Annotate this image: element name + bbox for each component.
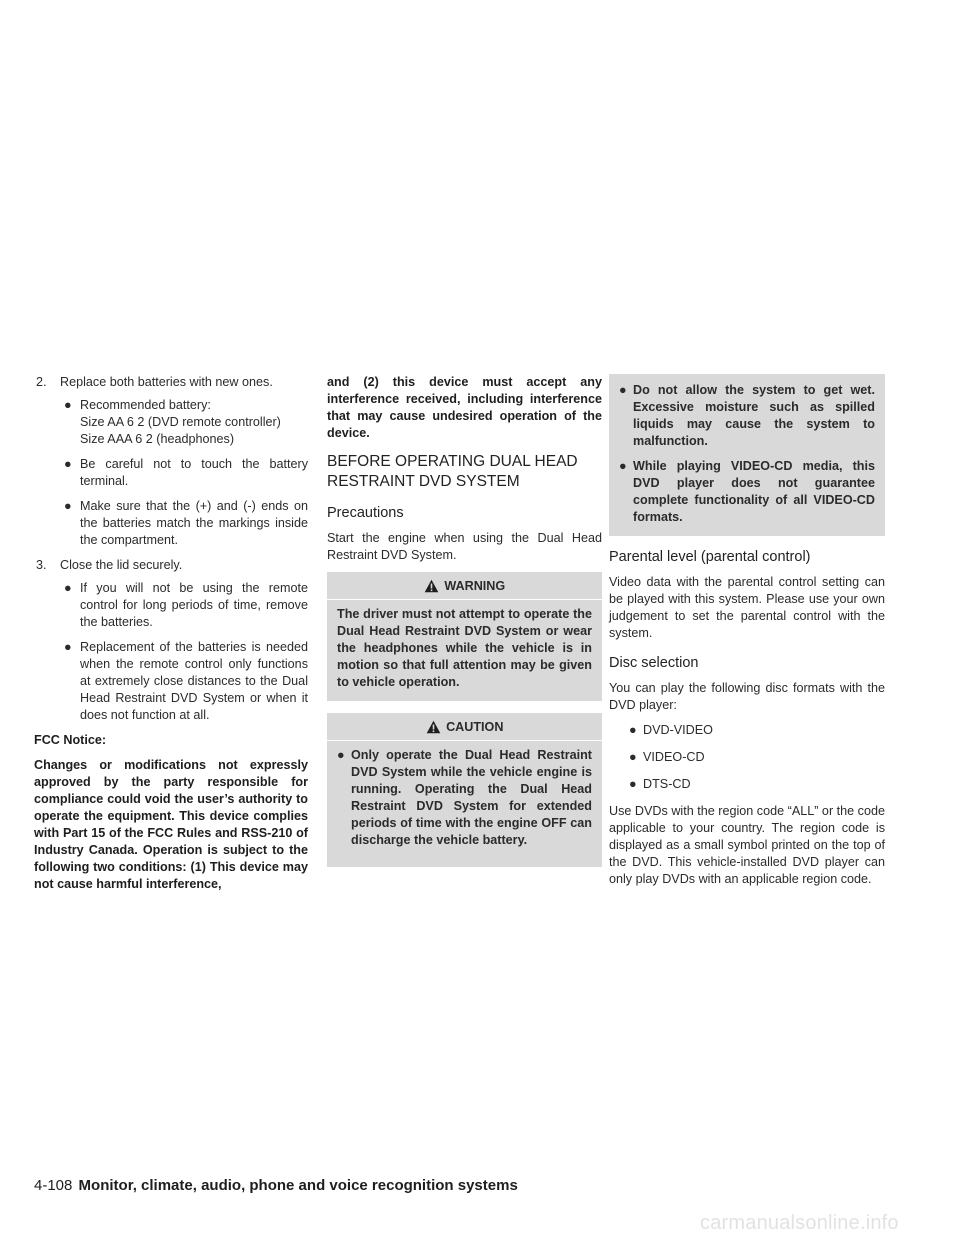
bullet-icon: ● (629, 723, 637, 737)
caution-icon (426, 720, 441, 734)
caution-title: CAUTION (446, 720, 504, 734)
format-item: VIDEO-CD (643, 750, 705, 764)
disc-text: Use DVDs with the region code “ALL” or the code applicable to your country. The region code is displayed as a small symbol printed on the top of the DVD. This vehicle-installed DVD player can only play DVDs with an applicable region code. (609, 804, 885, 886)
warning-header (327, 572, 602, 600)
list-item (64, 580, 308, 631)
column-left (34, 374, 308, 901)
bullet-icon: ● (629, 777, 637, 791)
caution-box (327, 713, 602, 867)
continued-caution-box (609, 374, 885, 536)
step-2 (34, 374, 308, 391)
warning-title: WARNING (444, 579, 506, 593)
warning-box (327, 572, 602, 701)
column-right (609, 374, 885, 896)
bullet-icon: ● (619, 459, 627, 473)
intro-text: Start the engine when using the Dual Head Restraint DVD System. (327, 531, 602, 562)
format-item: DVD-VIDEO (643, 723, 713, 737)
list-item (64, 498, 308, 549)
watermark: carmanualsonline.info (700, 1212, 899, 1234)
bullet-icon: ● (64, 457, 72, 471)
bullet-icon: ● (629, 750, 637, 764)
bullet-text: Replacement of the batteries is needed when the remote control only functions at extremely close distances to the Dual Head Restraint DVD System or when it does not function at all. (80, 640, 308, 722)
caution-header (327, 713, 602, 741)
subheading-parental: Parental level (parental control) (609, 549, 811, 565)
bullet-icon: ● (64, 398, 72, 412)
list-item (64, 456, 308, 490)
bullet-text: Be careful not to touch the battery terminal. (80, 457, 308, 488)
step-number: 3. (36, 558, 47, 572)
bullet-text: If you will not be using the remote control for long periods of time, remove the batteries. (80, 581, 308, 629)
list-item (629, 776, 885, 793)
fcc-text: Changes or modifications not expressly approved by the party responsible for compliance could void the user’s authority to operate the equipment. This device complies with Part 15 of the FCC Rules and RSS-210 of Industry Canada. Operation is subject to the following two conditions: (1) This device may not cause harmful interference, (34, 758, 308, 891)
subheading-disc: Disc selection (609, 655, 699, 671)
bullet-text: Make sure that the (+) and (-) ends on the batteries match the markings inside the compartment. (80, 499, 308, 547)
bullet-icon: ● (64, 499, 72, 513)
bullet-icon: ● (64, 640, 72, 654)
bullet-text: Do not allow the system to get wet. Excessive moisture such as spilled liquids may cause the system to malfunction. (633, 383, 875, 448)
bullet-line: Recommended battery: (80, 398, 211, 412)
list-item (64, 397, 308, 448)
list-item (337, 747, 592, 849)
column-middle (327, 374, 602, 879)
list-item (619, 382, 875, 450)
section-heading: BEFORE OPERATING DUAL HEAD RESTRAINT DVD SYSTEM (327, 453, 578, 490)
step-number: 2. (36, 375, 47, 389)
bullet-text: While playing VIDEO-CD media, this DVD player does not guarantee complete functionality of all VIDEO-CD formats. (633, 459, 875, 524)
bullet-icon: ● (337, 748, 345, 762)
caution-text: Only operate the Dual Head Restraint DVD System while the vehicle engine is running. Operating the Dual Head Restraint DVD System for extended periods of time with the engine OFF can discharge the vehicle battery. (351, 748, 592, 847)
subheading-precautions: Precautions (327, 505, 404, 521)
fcc-title: FCC Notice: (34, 733, 107, 747)
format-item: DTS-CD (643, 777, 691, 791)
bullet-icon: ● (64, 581, 72, 595)
bullet-line: Size AAA 6 2 (headphones) (80, 432, 235, 446)
list-item (619, 458, 875, 526)
fcc-continued: and (2) this device must accept any interference received, including interference that may cause undesired operation of the device. (327, 375, 602, 440)
warning-text: The driver must not attempt to operate the Dual Head Restraint DVD System or wear the headphones while the vehicle is in motion so that full attention may be given to vehicle operation. (337, 607, 592, 689)
bullet-icon: ● (619, 383, 627, 397)
list-item (629, 722, 885, 739)
warning-icon (424, 579, 439, 593)
step-text: Close the lid securely. (60, 558, 183, 572)
section-title: Monitor, climate, audio, phone and voice recognition systems (78, 1177, 518, 1194)
disc-intro: You can play the following disc formats with the DVD player: (609, 681, 885, 712)
page-footer (34, 1177, 518, 1194)
bullet-line: Size AA 6 2 (DVD remote controller) (80, 415, 281, 429)
list-item (64, 639, 308, 724)
list-item (629, 749, 885, 766)
step-3 (34, 557, 308, 574)
parental-text: Video data with the parental control setting can be played with this system. Please use your own judgement to set the parental control with the system. (609, 575, 885, 640)
page-number: 4-108 (34, 1177, 73, 1194)
step-text: Replace both batteries with new ones. (60, 375, 273, 389)
